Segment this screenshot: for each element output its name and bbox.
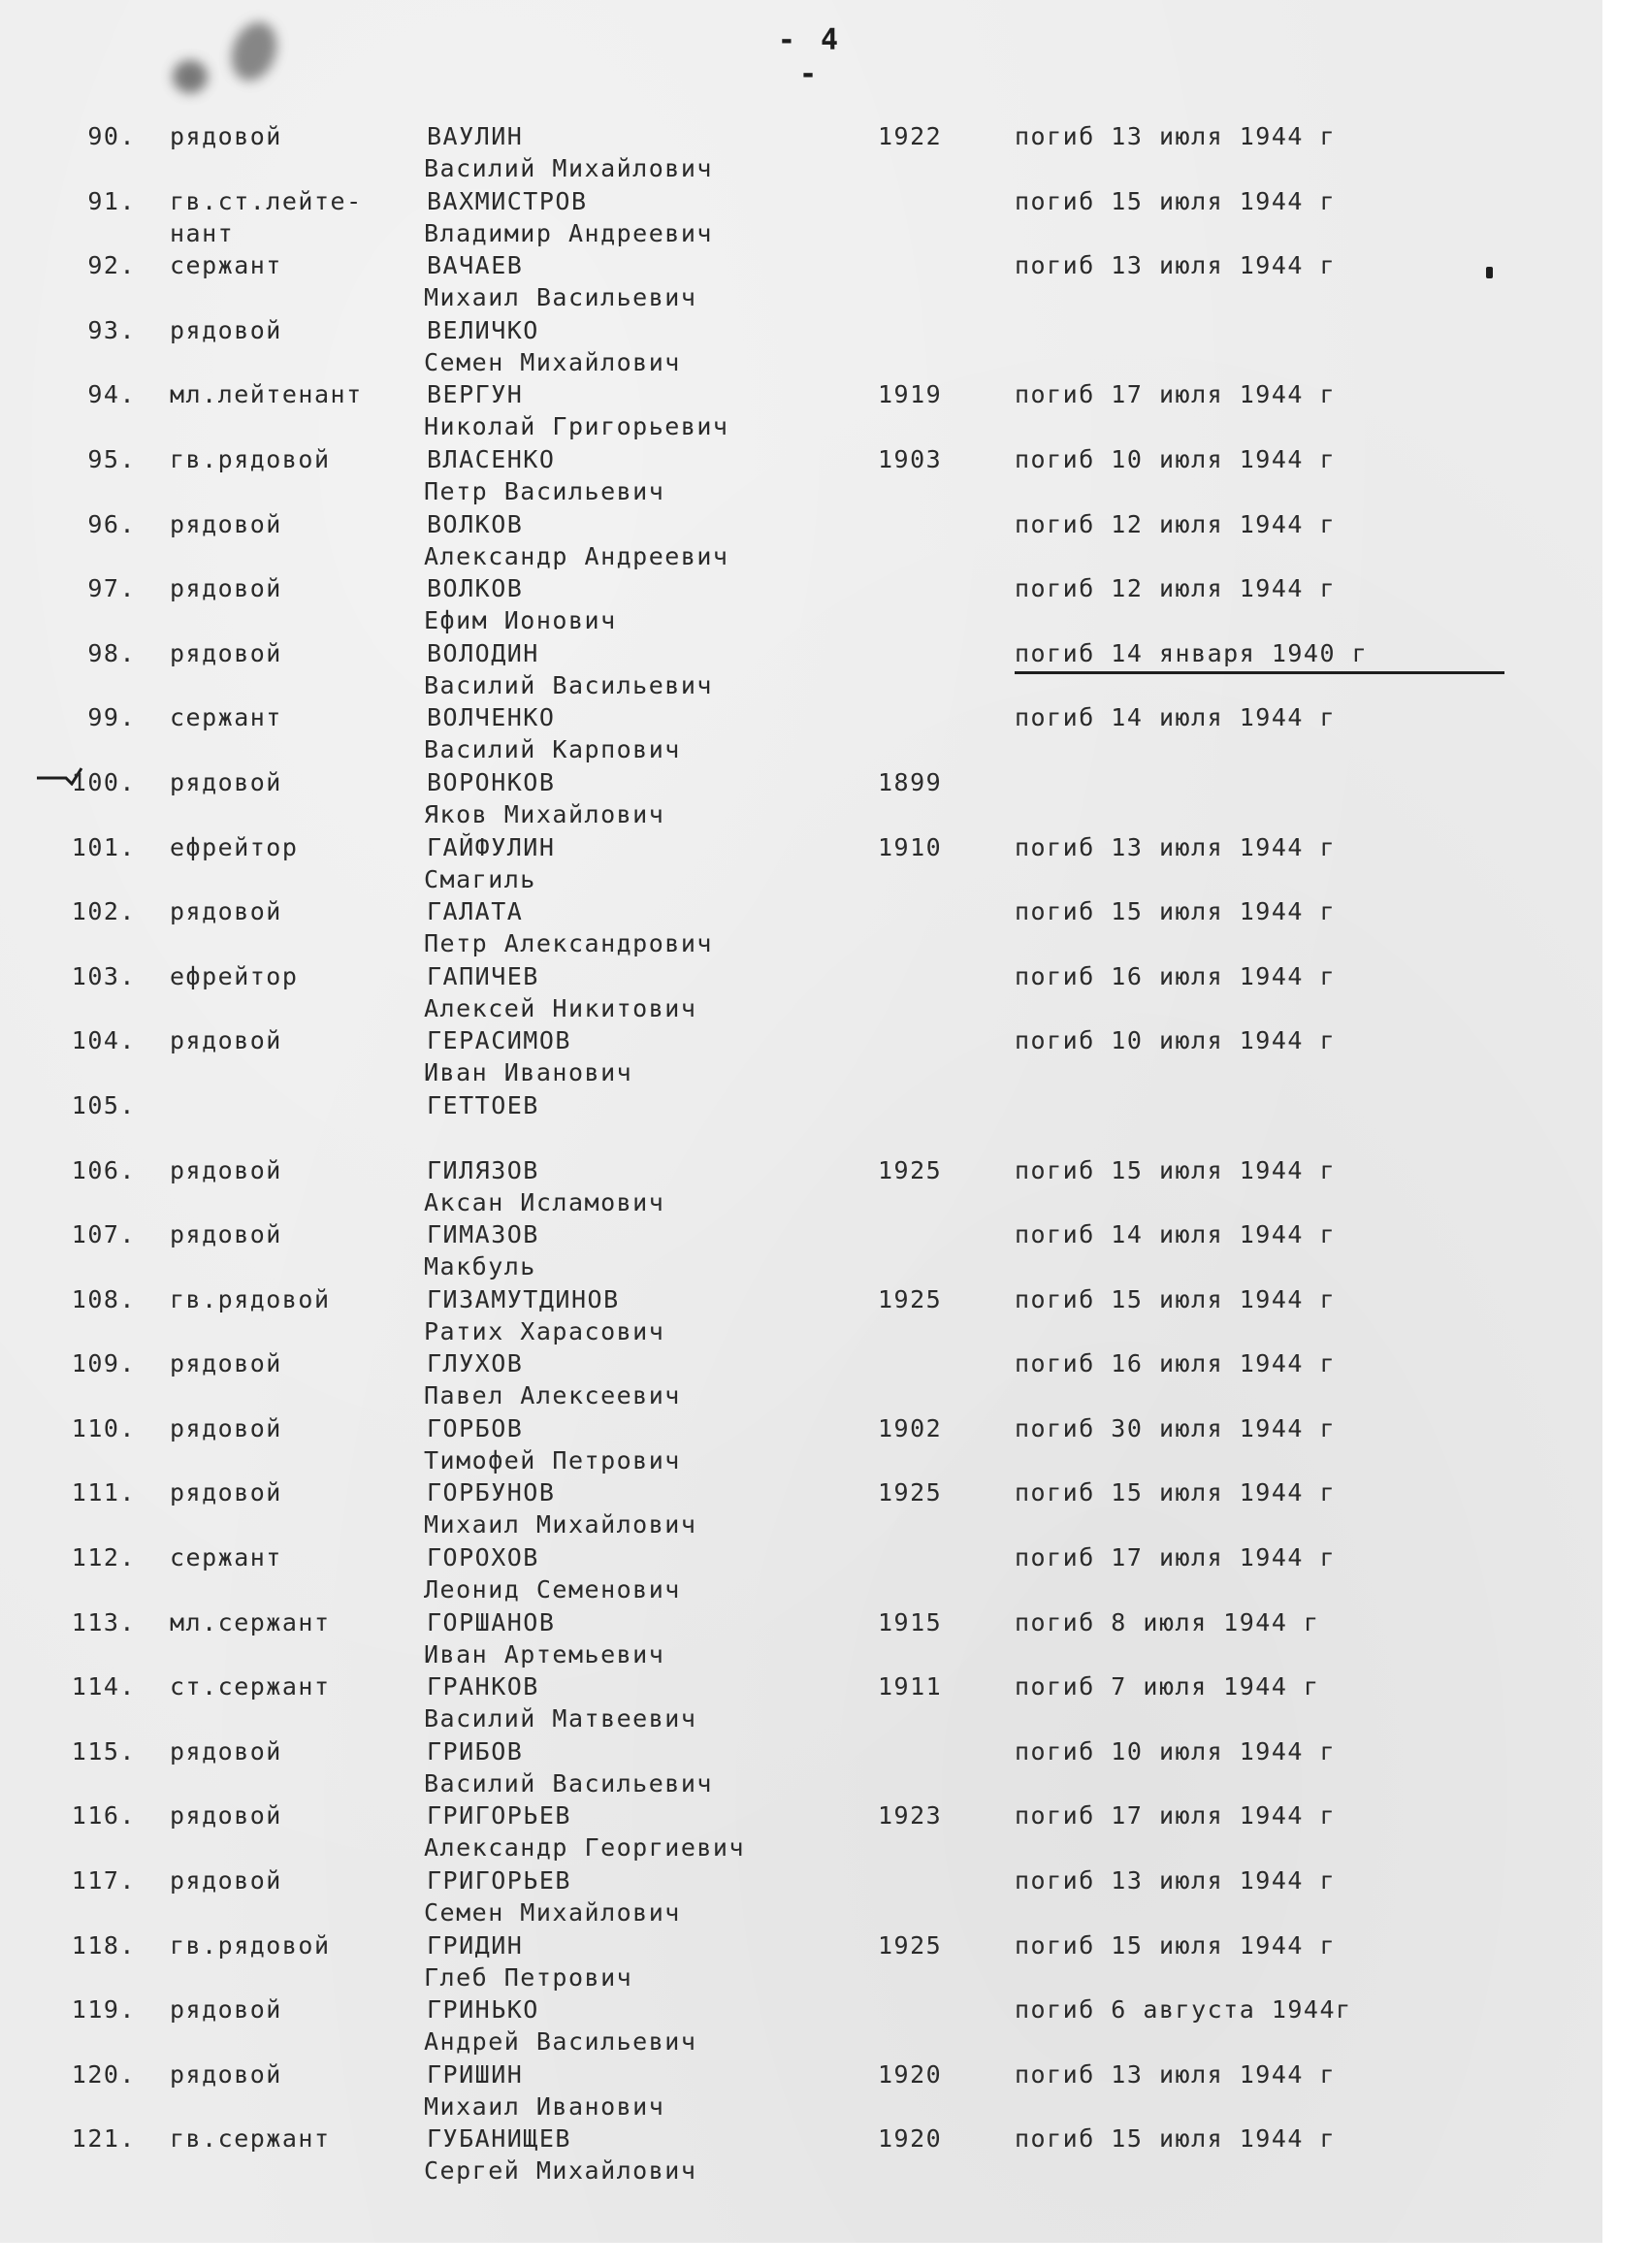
entry-number: 95. — [87, 444, 136, 473]
entry-given-name: Семен Михайлович — [424, 347, 681, 376]
entry-number: 118. — [71, 1930, 136, 1960]
entry-rank: сержант — [170, 1543, 282, 1572]
entry-number: 115. — [71, 1736, 136, 1766]
entry-given-name: Яков Михайлович — [424, 799, 665, 828]
list-item — [0, 572, 1602, 637]
list-item — [0, 895, 1602, 960]
entry-given-name: Владимир Андреевич — [424, 218, 713, 247]
entry-birth-year: 1920 — [878, 2059, 943, 2089]
entry-number: 96. — [87, 509, 136, 538]
entry-birth-year: 1911 — [878, 1672, 943, 1701]
entry-given-name: Андрей Васильевич — [424, 2027, 697, 2057]
entry-birth-year: 1919 — [878, 380, 943, 409]
entry-fate: погиб 17 июля 1944 г — [1015, 1801, 1337, 1831]
entry-surname: ГОРШАНОВ — [427, 1607, 556, 1636]
entry-fate: погиб 10 июля 1944 г — [1015, 1026, 1337, 1055]
entry-surname: ГАЙФУЛИН — [427, 832, 556, 861]
entry-surname: ВОЛКОВ — [427, 509, 524, 538]
entry-number: 106. — [71, 1155, 136, 1184]
entry-surname: ГУБАНИЩЕВ — [427, 2124, 571, 2154]
entry-surname: ГРИГОРЬЕВ — [427, 1801, 571, 1831]
entry-surname: ГЕРАСИМОВ — [427, 1026, 571, 1055]
entry-rank: гв.рядовой — [170, 1284, 331, 1313]
entry-number: 92. — [87, 251, 136, 280]
entry-fate: погиб 10 июля 1944 г — [1015, 444, 1337, 473]
entry-given-name: Петр Александрович — [424, 929, 713, 958]
entry-given-name: Александр Андреевич — [424, 541, 729, 570]
entry-surname: ГАПИЧЕВ — [427, 961, 539, 990]
list-item — [0, 1929, 1602, 1994]
entry-rank: рядовой — [170, 1478, 282, 1507]
entry-fate: погиб 13 июля 1944 г — [1015, 1866, 1337, 1895]
list-item — [0, 378, 1602, 443]
entry-given-name: Михаил Михайлович — [424, 1510, 697, 1539]
entry-given-name: Иван Артемьевич — [424, 1639, 665, 1669]
list-item — [0, 508, 1602, 573]
entry-birth-year: 1923 — [878, 1801, 943, 1831]
entry-fate: погиб 15 июля 1944 г — [1015, 186, 1337, 215]
list-item — [0, 120, 1602, 185]
entry-given-name: Василий Матвеевич — [424, 1704, 697, 1733]
entry-fate: погиб 15 июля 1944 г — [1015, 1478, 1337, 1507]
entry-given-name: Петр Васильевич — [424, 476, 665, 505]
entry-number: 107. — [71, 1220, 136, 1249]
entry-surname: ГРИНЬКО — [427, 1995, 539, 2025]
entry-birth-year: 1902 — [878, 1413, 943, 1442]
entry-given-name: Михаил Иванович — [424, 2091, 665, 2121]
entry-given-name: Тимофей Петрович — [424, 1445, 681, 1474]
list-item — [0, 1412, 1602, 1477]
entry-fate: погиб 16 июля 1944 г — [1015, 961, 1337, 990]
entry-fate: погиб 17 июля 1944 г — [1015, 380, 1337, 409]
entry-fate: погиб 15 июля 1944 г — [1015, 1155, 1337, 1184]
list-item — [0, 2122, 1602, 2187]
list-item — [0, 637, 1602, 702]
entry-fate: погиб 14 января 1940 г — [1015, 638, 1369, 667]
entry-rank: мл.лейтенант — [170, 380, 363, 409]
entry-number: 102. — [71, 897, 136, 926]
entry-fate: погиб 15 июля 1944 г — [1015, 2124, 1337, 2154]
list-item — [0, 443, 1602, 508]
entry-number: 104. — [71, 1026, 136, 1055]
entry-surname: ВОЛКОВ — [427, 574, 524, 603]
entry-birth-year: 1903 — [878, 444, 943, 473]
entry-fate: погиб 12 июля 1944 г — [1015, 509, 1337, 538]
casualty-list — [0, 120, 1602, 2187]
entry-rank: сержант — [170, 251, 282, 280]
list-item — [0, 1799, 1602, 1864]
entry-rank: рядовой — [170, 1995, 282, 2025]
entry-number: 117. — [71, 1866, 136, 1895]
entry-birth-year: 1925 — [878, 1155, 943, 1184]
ink-dot — [1486, 267, 1493, 278]
list-item — [0, 1347, 1602, 1412]
list-item — [0, 1606, 1602, 1671]
list-item — [0, 766, 1602, 831]
entry-given-name: Смагиль — [424, 864, 536, 893]
entry-surname: ГИЛЯЗОВ — [427, 1155, 539, 1184]
list-item — [0, 1541, 1602, 1606]
entry-surname: ВОЛЧЕНКО — [427, 703, 556, 732]
entry-fate: погиб 15 июля 1944 г — [1015, 1930, 1337, 1960]
list-item — [0, 1993, 1602, 2058]
entry-given-name: Макбуль — [424, 1252, 536, 1281]
entry-number: 101. — [71, 832, 136, 861]
entry-number: 108. — [71, 1284, 136, 1313]
entry-surname: ГЛУХОВ — [427, 1349, 524, 1378]
list-item — [0, 314, 1602, 379]
entry-number: 90. — [87, 122, 136, 150]
entry-rank: рядовой — [170, 897, 282, 926]
entry-given-name: Леонид Семенович — [424, 1575, 681, 1604]
list-item — [0, 1476, 1602, 1541]
entry-rank: рядовой — [170, 315, 282, 344]
entry-rank: ефрейтор — [170, 961, 299, 990]
entry-given-name: Ратих Харасович — [424, 1316, 665, 1345]
entry-rank: мл.сержант — [170, 1607, 331, 1636]
entry-fate: погиб 17 июля 1944 г — [1015, 1543, 1337, 1572]
entry-given-name: Василий Михайлович — [424, 154, 713, 182]
entry-rank: ст.сержант — [170, 1672, 331, 1701]
entry-given-name: Иван Иванович — [424, 1058, 633, 1087]
entry-number: 94. — [87, 380, 136, 409]
entry-number: 93. — [87, 315, 136, 344]
entry-number: 100. — [71, 767, 136, 796]
entry-surname: ВЛАСЕНКО — [427, 444, 556, 473]
entry-number: 113. — [71, 1607, 136, 1636]
list-item — [0, 185, 1602, 250]
entry-fate: погиб 13 июля 1944 г — [1015, 122, 1337, 150]
entry-fate: погиб 15 июля 1944 г — [1015, 897, 1337, 926]
list-item — [0, 1154, 1602, 1219]
entry-rank: рядовой — [170, 1866, 282, 1895]
entry-surname: ВОРОНКОВ — [427, 767, 556, 796]
entry-surname: ГРАНКОВ — [427, 1672, 539, 1701]
page-number: - 4 - — [777, 23, 843, 91]
entry-surname: ВЕЛИЧКО — [427, 315, 539, 344]
entry-rank: ефрейтор — [170, 832, 299, 861]
list-item — [0, 1670, 1602, 1735]
entry-number: 99. — [87, 703, 136, 732]
entry-rank: рядовой — [170, 1801, 282, 1831]
entry-fate: погиб 30 июля 1944 г — [1015, 1413, 1337, 1442]
entry-fate: погиб 7 июля 1944 г — [1015, 1672, 1320, 1701]
entry-given-name: Аксан Исламович — [424, 1187, 665, 1216]
entry-surname: ГРИГОРЬЕВ — [427, 1866, 571, 1895]
list-item — [0, 1024, 1602, 1089]
entry-birth-year: 1920 — [878, 2124, 943, 2154]
entry-fate: погиб 13 июля 1944 г — [1015, 2059, 1337, 2089]
entry-fate: погиб 10 июля 1944 г — [1015, 1736, 1337, 1766]
entry-rank: сержант — [170, 703, 282, 732]
entry-rank: гв.сержант — [170, 2124, 331, 2154]
entry-fate: погиб 16 июля 1944 г — [1015, 1349, 1337, 1378]
list-item — [0, 831, 1602, 896]
entry-rank: рядовой — [170, 767, 282, 796]
entry-rank: рядовой — [170, 1220, 282, 1249]
entry-given-name: Глеб Петрович — [424, 1962, 633, 1992]
entry-rank: рядовой — [170, 574, 282, 603]
entry-rank: гв.рядовой — [170, 444, 331, 473]
entry-fate: погиб 6 августа 1944г — [1015, 1995, 1352, 2025]
entry-number: 97. — [87, 574, 136, 603]
entry-rank: рядовой — [170, 2059, 282, 2089]
entry-surname: ГРИШИН — [427, 2059, 524, 2089]
entry-birth-year: 1925 — [878, 1284, 943, 1313]
list-item — [0, 1089, 1602, 1154]
list-item — [0, 1218, 1602, 1283]
entry-number: 105. — [71, 1090, 136, 1119]
entry-surname: ВАЧАЕВ — [427, 251, 524, 280]
entry-number: 120. — [71, 2059, 136, 2089]
entry-surname: ВЕРГУН — [427, 380, 524, 409]
entry-given-name: Сергей Михайлович — [424, 2156, 697, 2186]
entry-number: 103. — [71, 961, 136, 990]
list-item — [0, 1735, 1602, 1800]
entry-rank: гв.рядовой — [170, 1930, 331, 1960]
entry-surname: ВОЛОДИН — [427, 638, 539, 667]
entry-birth-year: 1925 — [878, 1930, 943, 1960]
entry-number: 111. — [71, 1478, 136, 1507]
entry-given-name: Павел Алексеевич — [424, 1381, 681, 1410]
entry-rank: рядовой — [170, 1349, 282, 1378]
entry-fate: погиб 12 июля 1944 г — [1015, 574, 1337, 603]
entry-given-name: Алексей Никитович — [424, 993, 697, 1022]
entry-number: 121. — [71, 2124, 136, 2154]
entry-given-name: Александр Георгиевич — [424, 1833, 746, 1863]
entry-number: 114. — [71, 1672, 136, 1701]
list-item — [0, 2058, 1602, 2123]
entry-surname: ГРИДИН — [427, 1930, 524, 1960]
entry-fate: погиб 13 июля 1944 г — [1015, 832, 1337, 861]
ink-smudge — [173, 60, 208, 93]
entry-surname: ГОРОХОВ — [427, 1543, 539, 1572]
entry-given-name: Михаил Васильевич — [424, 283, 697, 312]
entry-surname: ГОРБОВ — [427, 1413, 524, 1442]
entry-rank: рядовой — [170, 122, 282, 150]
entry-rank: рядовой — [170, 1026, 282, 1055]
entry-rank: рядовой — [170, 1155, 282, 1184]
entry-birth-year: 1910 — [878, 832, 943, 861]
entry-surname: ГАЛАТА — [427, 897, 524, 926]
list-item — [0, 1864, 1602, 1929]
entry-fate: погиб 15 июля 1944 г — [1015, 1284, 1337, 1313]
entry-number: 98. — [87, 638, 136, 667]
entry-birth-year: 1925 — [878, 1478, 943, 1507]
entry-surname: ГИМАЗОВ — [427, 1220, 539, 1249]
entry-rank: гв.ст.лейте- нант — [170, 186, 363, 247]
list-item — [0, 1283, 1602, 1348]
entry-fate: погиб 8 июля 1944 г — [1015, 1607, 1320, 1636]
list-item — [0, 960, 1602, 1025]
entry-given-name: Семен Михайлович — [424, 1898, 681, 1928]
entry-number: 119. — [71, 1995, 136, 2025]
entry-number: 112. — [71, 1543, 136, 1572]
entry-number: 116. — [71, 1801, 136, 1831]
entry-rank: рядовой — [170, 1736, 282, 1766]
entry-birth-year: 1915 — [878, 1607, 943, 1636]
entry-surname: ВАУЛИН — [427, 122, 524, 150]
entry-fate: погиб 14 июля 1944 г — [1015, 703, 1337, 732]
ink-smudge — [224, 16, 285, 86]
entry-given-name: Николай Григорьевич — [424, 412, 729, 441]
list-item — [0, 249, 1602, 314]
entry-birth-year: 1899 — [878, 767, 943, 796]
entry-surname: ВАХМИСТРОВ — [427, 186, 588, 215]
entry-number: 91. — [87, 186, 136, 215]
entry-given-name: Василий Васильевич — [424, 670, 713, 699]
entry-rank: рядовой — [170, 509, 282, 538]
entry-fate: погиб 13 июля 1944 г — [1015, 251, 1337, 280]
entry-surname: ГРИБОВ — [427, 1736, 524, 1766]
entry-given-name: Василий Карпович — [424, 735, 681, 764]
entry-surname: ГИЗАМУТДИНОВ — [427, 1284, 620, 1313]
entry-surname: ГЕТТОЕВ — [427, 1090, 539, 1119]
entry-birth-year: 1922 — [878, 122, 943, 150]
entry-surname: ГОРБУНОВ — [427, 1478, 556, 1507]
entry-rank: рядовой — [170, 638, 282, 667]
entry-number: 109. — [71, 1349, 136, 1378]
list-item — [0, 701, 1602, 766]
entry-given-name: Василий Васильевич — [424, 1768, 713, 1798]
entry-number: 110. — [71, 1413, 136, 1442]
entry-fate: погиб 14 июля 1944 г — [1015, 1220, 1337, 1249]
entry-given-name: Ефим Ионович — [424, 606, 617, 635]
entry-rank: рядовой — [170, 1413, 282, 1442]
